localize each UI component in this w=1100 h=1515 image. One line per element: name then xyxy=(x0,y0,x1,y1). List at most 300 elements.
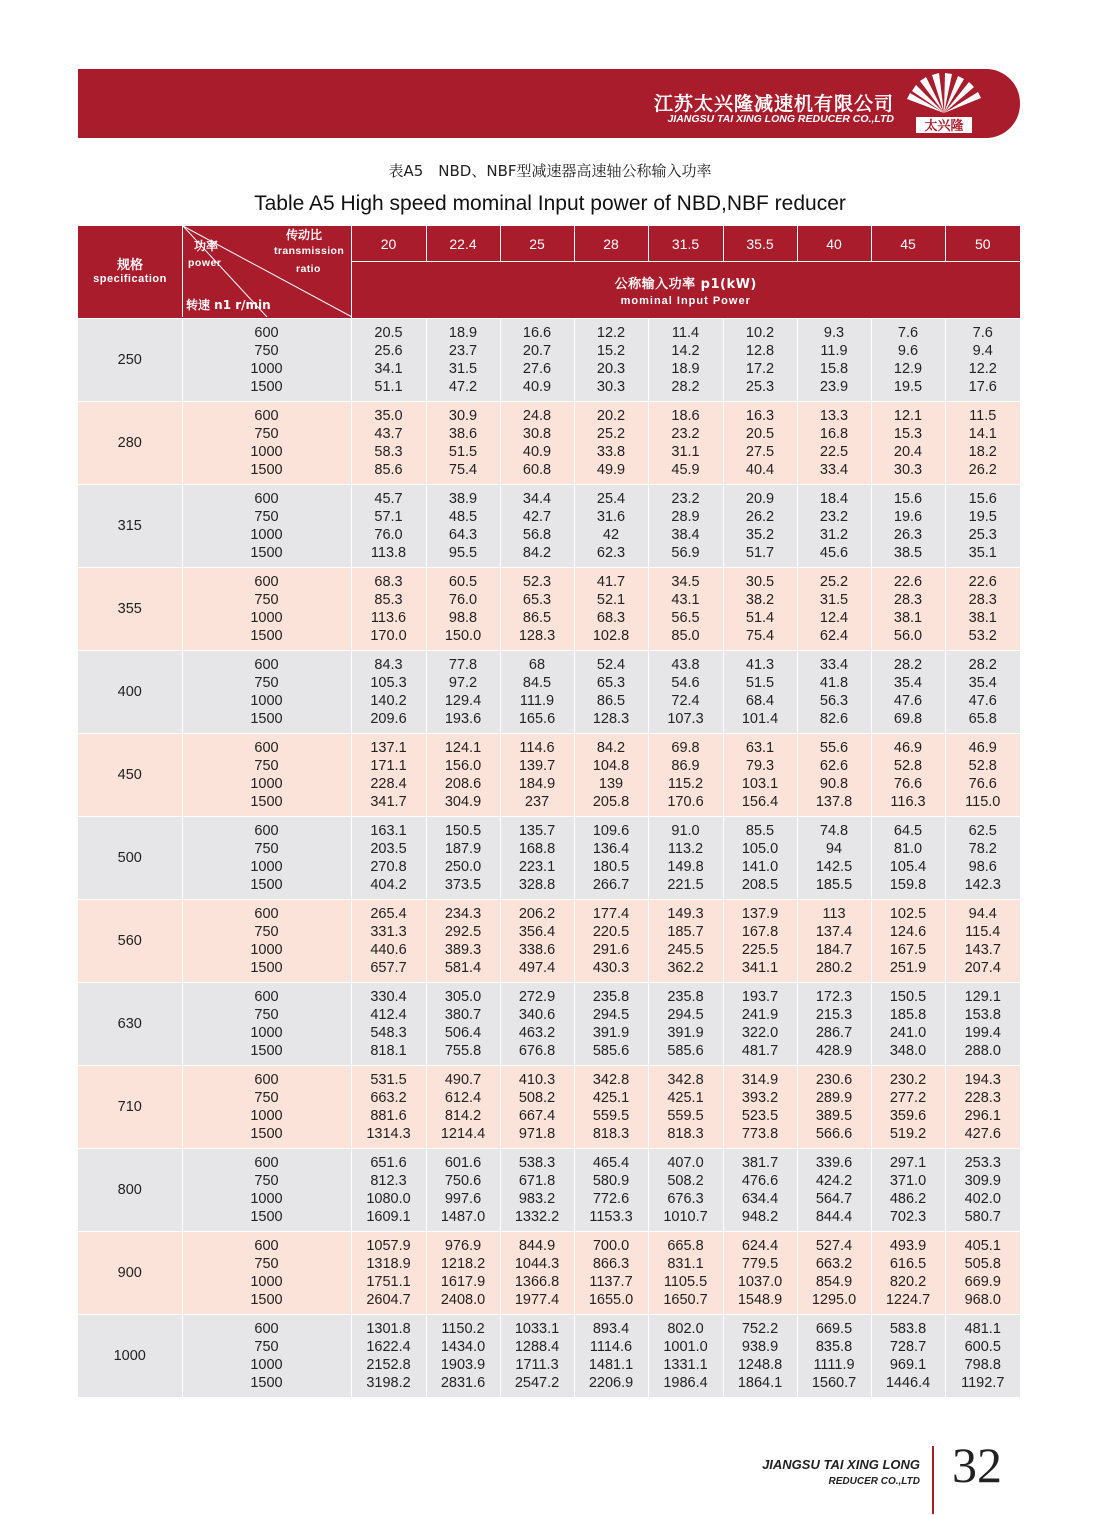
power-cell xyxy=(797,651,871,734)
power-value: 194.3 xyxy=(964,1071,1001,1088)
speed-value: 1000 xyxy=(250,1274,283,1290)
speed-value: 1500 xyxy=(250,877,283,894)
power-cell xyxy=(648,817,723,900)
logo-text: 太兴隆 xyxy=(924,119,964,134)
speed-value: 1000 xyxy=(250,444,283,460)
power-value: 115.0 xyxy=(965,794,1001,811)
power-value: 136.4 xyxy=(592,840,630,857)
power-value: 18.2 xyxy=(968,444,997,460)
power-value: 11.9 xyxy=(820,342,848,359)
power-value: 81.0 xyxy=(893,840,923,857)
power-value: 20.2 xyxy=(596,407,626,424)
power-cell xyxy=(871,900,945,983)
power-value: 11.5 xyxy=(969,407,997,424)
power-value: 523.5 xyxy=(741,1108,779,1124)
power-value: 1481.1 xyxy=(588,1357,634,1373)
power-value: 25.6 xyxy=(374,342,403,359)
power-value: 18.4 xyxy=(819,490,849,507)
power-value: 76.0 xyxy=(374,527,403,543)
power-value: 38.1 xyxy=(968,610,997,626)
power-value: 624.4 xyxy=(741,1237,779,1254)
power-value: 139 xyxy=(598,776,624,792)
power-value: 35.4 xyxy=(893,674,923,691)
power-cell xyxy=(797,817,871,900)
power-value: 193.6 xyxy=(444,711,482,728)
power-cell xyxy=(648,402,723,485)
power-value: 566.6 xyxy=(815,1126,853,1143)
power-value: 389.5 xyxy=(815,1108,853,1124)
speed-value: 1500 xyxy=(250,1043,283,1060)
power-value: 150.0 xyxy=(444,628,482,645)
power-value: 1622.4 xyxy=(366,1338,411,1355)
power-value: 19.5 xyxy=(968,508,997,525)
power-value: 75.4 xyxy=(448,462,478,479)
ratio-header: 50 xyxy=(945,226,1020,262)
power-value: 107.3 xyxy=(667,711,704,728)
power-cell xyxy=(723,1066,797,1149)
power-value: 404.2 xyxy=(370,877,407,894)
power-value: 391.9 xyxy=(667,1025,704,1041)
power-value: 481.1 xyxy=(964,1320,1001,1337)
power-value: 111.9 xyxy=(519,693,555,709)
power-value: 33.4 xyxy=(819,462,849,479)
power-value: 948.2 xyxy=(741,1209,779,1226)
power-value: 40.4 xyxy=(745,462,775,479)
power-value: 82.6 xyxy=(819,711,849,728)
power-value: 76.6 xyxy=(968,776,997,792)
power-value: 583.8 xyxy=(889,1320,927,1337)
power-value: 1366.8 xyxy=(514,1274,560,1290)
power-value: 12.2 xyxy=(968,361,997,377)
power-value: 465.4 xyxy=(592,1154,630,1171)
power-value: 12.4 xyxy=(819,610,849,626)
power-value: 104.8 xyxy=(592,757,630,774)
power-value: 90.8 xyxy=(819,776,849,792)
power-value: 34.1 xyxy=(374,361,403,377)
power-value: 27.5 xyxy=(745,444,775,460)
power-cell xyxy=(426,568,500,651)
power-cell xyxy=(351,900,426,983)
power-value: 228.3 xyxy=(964,1089,1001,1106)
power-value: 45.9 xyxy=(671,462,700,479)
power-cell xyxy=(500,1066,574,1149)
power-value: 779.5 xyxy=(741,1255,779,1272)
power-cell xyxy=(648,1315,723,1398)
power-value: 40.9 xyxy=(522,379,552,396)
power-value: 585.6 xyxy=(592,1043,630,1060)
power-cell xyxy=(351,568,426,651)
power-value: 2408.0 xyxy=(440,1292,486,1309)
power-value: 1487.0 xyxy=(440,1209,486,1226)
spec-cell: 560 xyxy=(78,900,182,983)
unit-header xyxy=(351,262,1020,319)
power-cell xyxy=(500,651,574,734)
power-value: 77.8 xyxy=(448,656,478,673)
table-title-cn: 表A5 NBD、NBF型减速器高速轴公称输入功率 xyxy=(388,162,712,180)
power-cell xyxy=(723,900,797,983)
power-cell xyxy=(351,734,426,817)
power-value: 881.6 xyxy=(370,1108,407,1124)
power-value: 79.3 xyxy=(745,757,775,774)
power-value: 31.6 xyxy=(596,508,626,525)
power-value: 2152.8 xyxy=(366,1357,411,1373)
power-cell xyxy=(574,900,648,983)
power-value: 1224.7 xyxy=(885,1292,931,1309)
power-value: 28.2 xyxy=(968,656,997,673)
power-value: 463.2 xyxy=(518,1025,556,1041)
company-logo xyxy=(898,73,990,135)
power-value: 612.4 xyxy=(444,1089,482,1106)
unit-label-cn: 公称输入功率 p1(kW) xyxy=(614,277,757,292)
spec-cell: 355 xyxy=(78,568,182,651)
power-value: 1711.3 xyxy=(515,1357,559,1373)
power-cell xyxy=(648,568,723,651)
speed-cell xyxy=(182,1315,351,1398)
ratio-header: 25 xyxy=(500,226,574,262)
power-value: 143.7 xyxy=(964,942,1001,958)
power-value: 20.9 xyxy=(745,490,775,507)
power-value: 601.6 xyxy=(444,1154,482,1171)
power-value: 41.8 xyxy=(819,674,849,691)
power-value: 51.5 xyxy=(448,444,478,460)
power-value: 49.9 xyxy=(596,462,626,479)
power-value: 19.5 xyxy=(893,379,923,396)
power-value: 270.8 xyxy=(370,859,407,875)
power-cell xyxy=(945,1149,1020,1232)
power-value: 228.4 xyxy=(370,776,407,792)
power-value: 142.3 xyxy=(964,877,1001,894)
power-cell xyxy=(574,319,648,402)
power-value: 62.6 xyxy=(819,757,849,774)
power-value: 407.0 xyxy=(667,1154,704,1171)
power-cell xyxy=(351,1232,426,1315)
power-value: 171.1 xyxy=(370,757,407,774)
table-row xyxy=(78,1149,1020,1232)
power-value: 968.0 xyxy=(964,1292,1001,1309)
power-value: 28.2 xyxy=(893,656,923,673)
power-cell xyxy=(871,319,945,402)
power-cell xyxy=(723,1149,797,1232)
power-cell xyxy=(574,485,648,568)
power-value: 105.3 xyxy=(370,674,407,691)
power-value: 172.3 xyxy=(815,988,853,1005)
power-cell xyxy=(574,1149,648,1232)
power-value: 235.8 xyxy=(667,988,704,1005)
power-value: 328.8 xyxy=(518,877,556,894)
power-value: 46.9 xyxy=(893,739,923,756)
power-value: 585.6 xyxy=(667,1043,704,1060)
power-cell xyxy=(351,485,426,568)
speed-value: 1000 xyxy=(250,859,283,875)
power-value: 669.9 xyxy=(964,1274,1001,1290)
power-value: 168.8 xyxy=(518,840,556,857)
power-cell xyxy=(500,485,574,568)
unit-label-en: mominal Input Power xyxy=(620,295,751,307)
power-value: 22.6 xyxy=(893,573,923,590)
speed-value: 750 xyxy=(254,757,279,774)
power-value: 163.1 xyxy=(370,822,407,839)
power-value: 25.3 xyxy=(745,379,775,396)
power-value: 1153.3 xyxy=(589,1209,633,1226)
power-cell xyxy=(500,1232,574,1315)
power-value: 476.6 xyxy=(741,1172,779,1189)
ratio-header: 35.5 xyxy=(723,226,797,262)
header-banner xyxy=(78,69,1020,138)
power-cell xyxy=(723,485,797,568)
power-value: 2547.2 xyxy=(514,1375,560,1392)
power-cell xyxy=(797,900,871,983)
speed-value: 600 xyxy=(254,656,279,673)
power-cell xyxy=(351,402,426,485)
power-value: 1192.7 xyxy=(961,1375,1005,1392)
power-value: 56.0 xyxy=(893,628,923,645)
power-value: 234.3 xyxy=(444,905,482,922)
power-value: 47.6 xyxy=(893,693,923,709)
spec-cell: 900 xyxy=(78,1232,182,1315)
table-row xyxy=(78,900,1020,983)
power-value: 55.6 xyxy=(819,739,849,756)
power-cell xyxy=(723,402,797,485)
power-value: 486.2 xyxy=(889,1191,927,1207)
speed-value: 750 xyxy=(254,1172,279,1189)
power-value: 51.7 xyxy=(745,545,775,562)
power-cell xyxy=(648,651,723,734)
power-value: 16.8 xyxy=(819,425,849,442)
power-value: 30.5 xyxy=(745,573,775,590)
power-value: 508.2 xyxy=(667,1172,704,1189)
speed-value: 750 xyxy=(254,1338,279,1355)
speed-value: 600 xyxy=(254,822,279,839)
power-cell xyxy=(871,485,945,568)
power-value: 47.2 xyxy=(448,379,478,396)
power-value: 235.8 xyxy=(592,988,630,1005)
speed-cell xyxy=(182,568,351,651)
power-value: 402.0 xyxy=(964,1191,1001,1207)
power-value: 26.2 xyxy=(745,508,775,525)
power-value: 755.8 xyxy=(444,1043,482,1060)
power-value: 1301.8 xyxy=(366,1320,411,1337)
power-cell xyxy=(871,568,945,651)
table-row xyxy=(78,983,1020,1066)
power-value: 128.3 xyxy=(518,628,556,645)
power-value: 251.9 xyxy=(889,960,927,977)
power-value: 54.6 xyxy=(671,674,700,691)
power-value: 38.5 xyxy=(893,545,923,562)
speed-value: 600 xyxy=(254,1071,279,1088)
power-cell xyxy=(351,651,426,734)
table-row xyxy=(78,651,1020,734)
power-value: 141.0 xyxy=(741,859,779,875)
power-value: 253.3 xyxy=(964,1154,1001,1171)
power-value: 1248.8 xyxy=(737,1357,783,1373)
table-row xyxy=(78,402,1020,485)
power-value: 114.6 xyxy=(519,739,555,756)
speed-value: 1000 xyxy=(250,1108,283,1124)
speed-cell xyxy=(182,1232,351,1315)
power-value: 527.4 xyxy=(815,1237,853,1254)
power-value: 156.4 xyxy=(741,794,779,811)
power-cell xyxy=(351,817,426,900)
power-cell xyxy=(797,983,871,1066)
power-value: 165.6 xyxy=(518,711,556,728)
spec-cell: 500 xyxy=(78,817,182,900)
power-value: 221.5 xyxy=(667,877,704,894)
power-value: 98.6 xyxy=(968,859,997,875)
power-value: 538.3 xyxy=(518,1154,556,1171)
power-value: 215.3 xyxy=(815,1006,853,1023)
power-cell xyxy=(871,1066,945,1149)
power-label-cn: 功率 xyxy=(194,239,219,253)
power-value: 12.2 xyxy=(596,324,626,341)
power-value: 113.6 xyxy=(370,610,407,626)
power-cell xyxy=(500,1315,574,1398)
power-value: 84.5 xyxy=(522,674,552,691)
power-value: 1295.0 xyxy=(811,1292,857,1309)
power-value: 1150.2 xyxy=(441,1320,485,1337)
speed-value: 1500 xyxy=(250,960,283,977)
power-cell xyxy=(945,1066,1020,1149)
power-value: 272.9 xyxy=(518,988,556,1005)
power-value: 85.3 xyxy=(374,591,403,608)
power-value: 7.6 xyxy=(972,324,993,341)
power-value: 280.2 xyxy=(815,960,853,977)
power-value: 28.3 xyxy=(893,591,923,608)
power-value: 1434.0 xyxy=(440,1338,486,1355)
power-cell xyxy=(648,485,723,568)
power-value: 559.5 xyxy=(592,1108,630,1124)
power-value: 167.8 xyxy=(741,923,779,940)
power-value: 425.1 xyxy=(667,1089,704,1106)
power-value: 2206.9 xyxy=(588,1375,634,1392)
power-value: 78.2 xyxy=(968,840,997,857)
power-value: 23.9 xyxy=(819,379,849,396)
power-value: 1288.4 xyxy=(514,1338,560,1355)
power-value: 12.8 xyxy=(745,342,775,359)
power-value: 84.2 xyxy=(596,739,626,756)
power-value: 52.8 xyxy=(968,757,997,774)
power-value: 505.8 xyxy=(964,1255,1001,1272)
power-value: 580.7 xyxy=(964,1209,1001,1226)
power-value: 309.9 xyxy=(964,1172,1001,1189)
power-cell xyxy=(945,568,1020,651)
power-value: 728.7 xyxy=(889,1338,927,1355)
power-cell xyxy=(426,983,500,1066)
power-value: 180.5 xyxy=(592,859,630,875)
power-value: 16.6 xyxy=(522,324,552,341)
power-value: 497.4 xyxy=(518,960,556,977)
power-value: 115.2 xyxy=(667,776,704,792)
power-value: 20.4 xyxy=(893,444,923,460)
speed-value: 1500 xyxy=(250,1126,283,1143)
spec-label-en: specification xyxy=(93,273,167,285)
power-value: 140.2 xyxy=(370,693,407,709)
power-value: 2604.7 xyxy=(366,1292,411,1309)
power-value: 185.7 xyxy=(667,923,704,940)
power-cell xyxy=(797,1232,871,1315)
power-value: 427.6 xyxy=(964,1126,1001,1143)
header-corner xyxy=(78,226,351,319)
speed-value: 1000 xyxy=(250,610,283,626)
spec-cell: 450 xyxy=(78,734,182,817)
power-value: 412.4 xyxy=(370,1006,407,1023)
power-value: 42 xyxy=(602,527,620,543)
power-cell xyxy=(426,1066,500,1149)
power-value: 98.8 xyxy=(448,610,478,626)
power-value: 23.2 xyxy=(671,425,700,442)
power-value: 69.8 xyxy=(893,711,923,728)
power-value: 314.9 xyxy=(741,1071,779,1088)
diagonal-header xyxy=(182,226,352,317)
table-row xyxy=(78,1232,1020,1315)
power-value: 322.0 xyxy=(741,1025,779,1041)
power-value: 1218.2 xyxy=(440,1255,486,1272)
speed-cell xyxy=(182,817,351,900)
speed-value: 1500 xyxy=(250,1209,283,1226)
power-value: 835.8 xyxy=(815,1338,853,1355)
power-value: 651.6 xyxy=(370,1154,407,1171)
power-cell xyxy=(871,983,945,1066)
power-value: 9.3 xyxy=(823,324,845,341)
power-value: 128.3 xyxy=(592,711,630,728)
power-value: 997.6 xyxy=(444,1191,482,1207)
power-value: 844.9 xyxy=(518,1237,556,1254)
power-value: 9.4 xyxy=(972,342,993,359)
power-value: 331.3 xyxy=(370,923,407,940)
power-value: 340.6 xyxy=(518,1006,556,1023)
power-value: 245.5 xyxy=(667,942,704,958)
power-value: 671.8 xyxy=(518,1172,556,1189)
power-cell xyxy=(500,568,574,651)
speed-value: 750 xyxy=(254,1255,279,1272)
power-cell xyxy=(500,319,574,402)
power-value: 373.5 xyxy=(444,877,482,894)
power-value: 1111.9 xyxy=(813,1357,855,1373)
power-value: 1560.7 xyxy=(811,1375,857,1392)
power-value: 86.5 xyxy=(522,610,552,626)
power-value: 12.1 xyxy=(893,407,923,424)
power-value: 938.9 xyxy=(741,1338,779,1355)
power-value: 634.4 xyxy=(741,1191,779,1207)
power-value: 20.5 xyxy=(374,324,403,341)
power-cell xyxy=(426,900,500,983)
power-value: 56.5 xyxy=(671,610,700,626)
power-value: 167.5 xyxy=(889,942,927,958)
power-value: 64.3 xyxy=(448,527,478,543)
speed-value: 750 xyxy=(254,674,279,691)
power-value: 519.2 xyxy=(889,1126,927,1143)
power-value: 802.0 xyxy=(667,1320,704,1337)
power-value: 288.0 xyxy=(964,1043,1001,1060)
power-value: 86.5 xyxy=(596,693,626,709)
power-value: 170.6 xyxy=(667,794,704,811)
power-value: 493.9 xyxy=(889,1237,927,1254)
power-cell xyxy=(500,983,574,1066)
power-value: 72.4 xyxy=(671,693,700,709)
speed-value: 1000 xyxy=(250,1191,283,1207)
power-value: 15.6 xyxy=(893,490,923,507)
footer-company-line1: JIANGSU TAI XING LONG xyxy=(762,1457,920,1472)
power-cell xyxy=(797,568,871,651)
power-value: 124.1 xyxy=(444,739,482,756)
power-value: 663.2 xyxy=(815,1255,853,1272)
power-value: 3198.2 xyxy=(366,1375,411,1392)
power-value: 600.5 xyxy=(964,1338,1001,1355)
speed-value: 750 xyxy=(254,1006,279,1023)
power-value: 15.6 xyxy=(968,490,997,507)
power-value: 356.4 xyxy=(518,923,556,940)
power-value: 773.8 xyxy=(741,1126,779,1143)
power-value: 43.1 xyxy=(671,591,700,608)
